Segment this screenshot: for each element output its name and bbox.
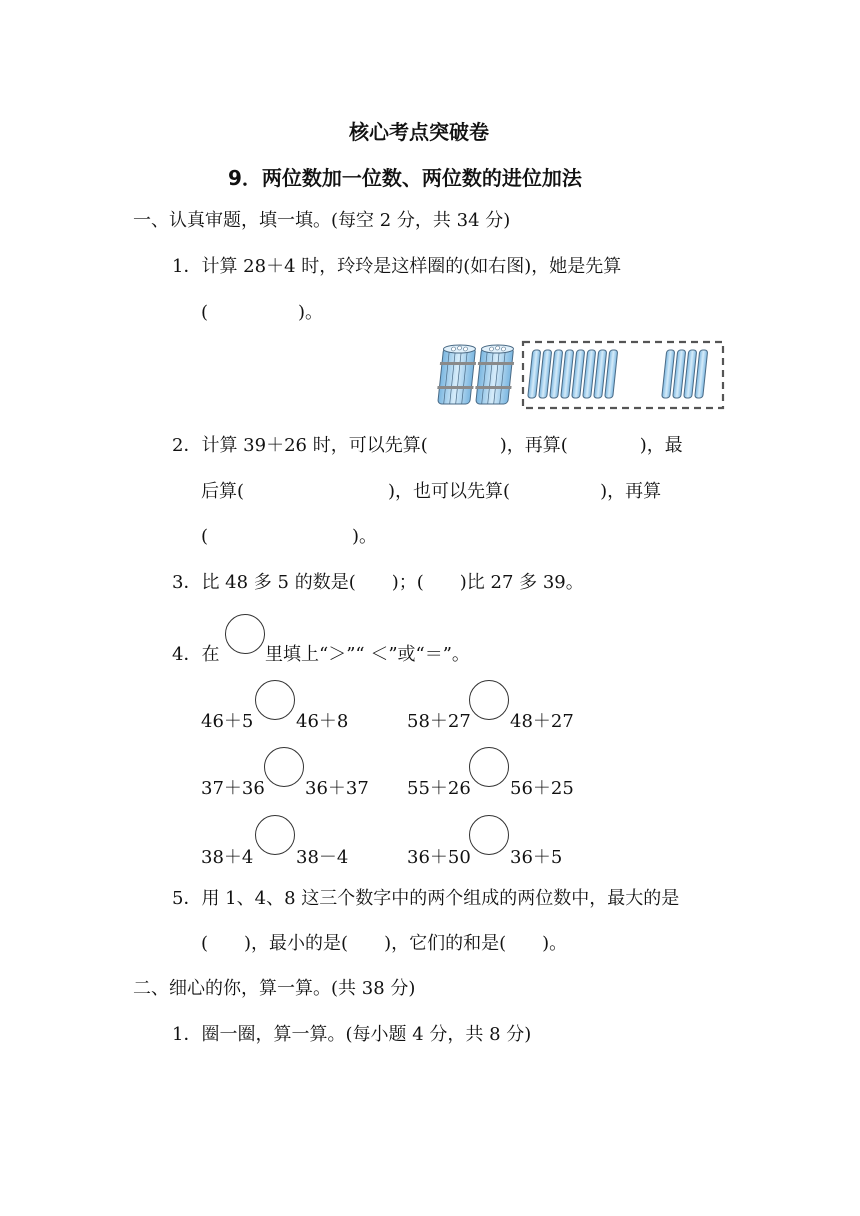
compare-expr: 46＋8 [296, 711, 349, 732]
q2-line3: ( )。 [201, 526, 378, 547]
q1-line2: ( )。 [201, 302, 324, 323]
compare-expr: 58＋27 [407, 711, 471, 732]
q2-line2: 后算( )，也可以先算( )，再算 [201, 481, 662, 502]
q5-line2: ( )，最小的是( )，它们的和是( )。 [201, 933, 568, 954]
compare-expr: 36＋50 [407, 847, 471, 868]
q2-line1: 2．计算 39＋26 时，可以先算( )，再算( )，最 [172, 435, 683, 456]
compare-expr: 55＋26 [407, 778, 471, 799]
answer-circle[interactable] [469, 680, 509, 720]
page-subtitle: 9．两位数加一位数、两位数的进位加法 [228, 166, 582, 190]
section1-heading: 一、认真审题，填一填。(每空 2 分，共 34 分) [133, 210, 511, 231]
page-title: 核心考点突破卷 [349, 120, 489, 144]
section2-heading: 二、细心的你，算一算。(共 38 分) [133, 978, 416, 999]
compare-expr: 36＋5 [510, 847, 563, 868]
q1-line1: 1．计算 28＋4 时，玲玲是这样圈的(如右图)，她是先算 [172, 256, 622, 277]
q5-line1: 5．用 1、4、8 这三个数字中的两个组成的两位数中，最大的是 [172, 888, 680, 909]
answer-circle[interactable] [264, 747, 304, 787]
stick-bundle-icon [436, 345, 478, 404]
answer-circle[interactable] [225, 614, 265, 654]
compare-expr: 56＋25 [510, 778, 574, 799]
compare-expr: 46＋5 [201, 711, 254, 732]
q3-line1: 3．比 48 多 5 的数是( )；( )比 27 多 39。 [172, 572, 584, 593]
compare-expr: 38＋4 [201, 847, 254, 868]
compare-expr: 37＋36 [201, 778, 265, 799]
section2-q1: 1．圈一圈，算一算。(每小题 4 分，共 8 分) [172, 1024, 532, 1045]
answer-circle[interactable] [469, 747, 509, 787]
answer-circle[interactable] [255, 815, 295, 855]
loose-sticks-icon [662, 350, 708, 398]
q4-post: 里填上“＞”“ ＜”或“＝”。 [265, 644, 470, 665]
answer-circle[interactable] [255, 680, 295, 720]
answer-circle[interactable] [469, 815, 509, 855]
compare-expr: 48＋27 [510, 711, 574, 732]
q4-pre: 4．在 [172, 644, 220, 665]
compare-expr: 36＋37 [305, 778, 369, 799]
compare-expr: 38－4 [296, 847, 349, 868]
stick-bundle-icon [474, 345, 516, 404]
loose-sticks-icon [528, 350, 618, 398]
sticks-illustration [436, 338, 728, 414]
